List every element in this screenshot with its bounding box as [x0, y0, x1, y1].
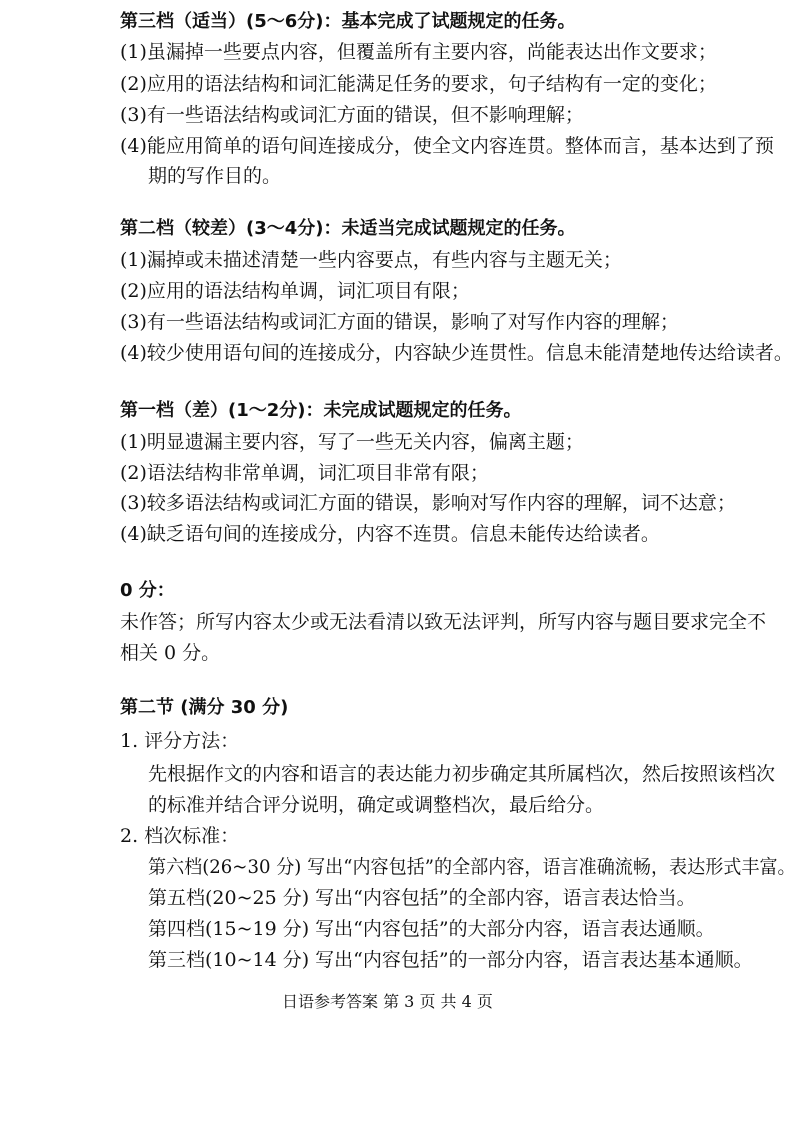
- tier1-item-2: (2)语法结构非常单调，词汇项目非常有限；: [120, 462, 489, 484]
- tier3-item-2: (2)应用的语法结构和词汇能满足任务的要求，句子结构有一定的变化；: [120, 73, 717, 95]
- tier2-item-3: (3)有一些语法结构或词汇方面的错误，影响了对写作内容的理解；: [120, 311, 679, 333]
- criteria-tier6: 第六档(26~30 分) 写出“内容包括”的全部内容，语言准确流畅，表达形式丰富。: [148, 856, 796, 878]
- tier3-item-4: (4)能应用简单的语句间连接成分，使全文内容连贯。整体而言，基本达到了预: [120, 135, 774, 157]
- criteria-label: 2. 档次标准：: [120, 825, 240, 847]
- tier3-heading: 第三档（适当）(5～6分)：基本完成了试题规定的任务。: [120, 11, 576, 32]
- tier0-heading: 0 分：: [120, 580, 175, 601]
- tier2-item-4: (4)较少使用语句间的连接成分，内容缺少连贯性。信息未能清楚地传达给读者。: [120, 342, 793, 364]
- scoring-method-line-1: 先根据作文的内容和语言的表达能力初步确定其所属档次，然后按照该档次: [148, 763, 776, 785]
- tier2-heading: 第二档（较差）(3～4分)：未适当完成试题规定的任务。: [120, 218, 576, 239]
- tier1-item-3: (3)较多语法结构或词汇方面的错误，影响对写作内容的理解，词不达意；: [120, 492, 736, 514]
- tier2-item-1: (1)漏掉或未描述清楚一些内容要点，有些内容与主题无关；: [120, 249, 622, 271]
- tier1-item-4: (4)缺乏语句间的连接成分，内容不连贯。信息未能传达给读者。: [120, 523, 660, 545]
- criteria-tier5: 第五档(20~25 分) 写出“内容包括”的全部内容，语言表达恰当。: [148, 887, 696, 909]
- criteria-tier3: 第三档(10~14 分) 写出“内容包括”的一部分内容，语言表达基本通顺。: [148, 949, 753, 971]
- tier3-item-4-cont: 期的写作目的。: [148, 165, 282, 187]
- tier1-item-1: (1)明显遗漏主要内容，写了一些无关内容，偏离主题；: [120, 431, 584, 453]
- tier2-item-2: (2)应用的语法结构单调，词汇项目有限；: [120, 280, 470, 302]
- section2-heading: 第二节 (满分 30 分): [120, 697, 289, 718]
- tier0-line-2: 相关 0 分。: [120, 642, 221, 664]
- tier3-item-1: (1)虽漏掉一些要点内容，但覆盖所有主要内容，尚能表达出作文要求；: [120, 41, 717, 63]
- tier3-item-3: (3)有一些语法结构或词汇方面的错误，但不影响理解；: [120, 104, 584, 126]
- scoring-method-line-2: 的标准并结合评分说明，确定或调整档次，最后给分。: [148, 794, 605, 816]
- tier0-line-1: 未作答；所写内容太少或无法看清以致无法评判，所写内容与题目要求完全不: [120, 611, 767, 633]
- tier1-heading: 第一档（差）(1～2分)：未完成试题规定的任务。: [120, 400, 522, 421]
- criteria-tier4: 第四档(15~19 分) 写出“内容包括”的大部分内容，语言表达通顺。: [148, 918, 715, 940]
- scoring-method-label: 1. 评分方法：: [120, 730, 240, 752]
- page-footer: 日语参考答案 第 3 页 共 4 页: [282, 992, 493, 1011]
